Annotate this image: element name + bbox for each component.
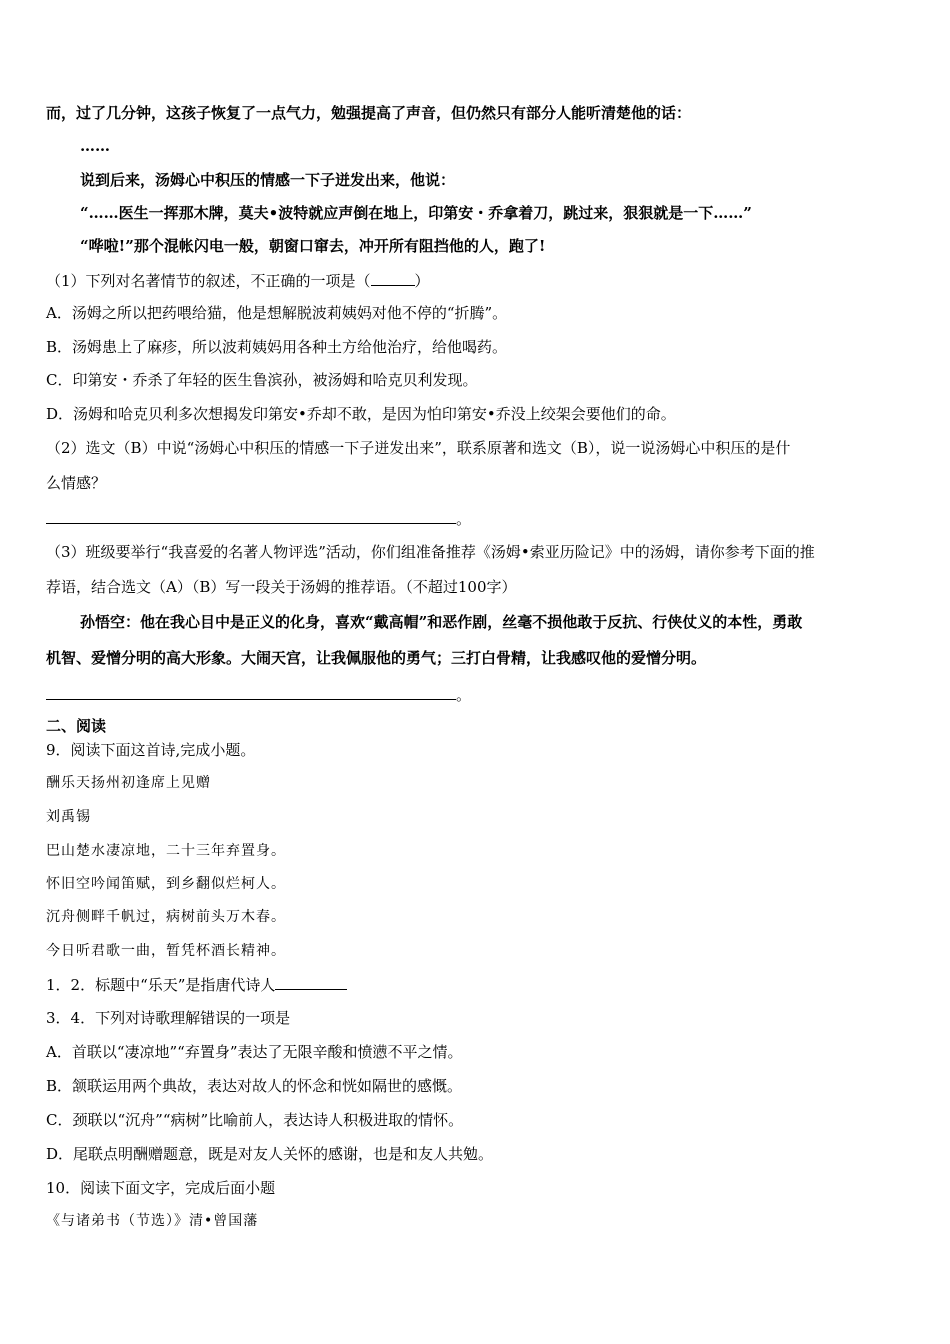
q3-line-2: 荐语，结合选文（A）（B）写一段关于汤姆的推荐语。（不超过100字） xyxy=(46,578,517,596)
sub-question-2: 3．4．下列对诗歌理解错误的一项是 xyxy=(46,1009,291,1027)
q3-sample-2: 机智、爱憎分明的高大形象。大闹天宫，让我佩服他的勇气；三打白骨精，让我感叹他的爱憎分明。 xyxy=(46,649,707,667)
passage-line-2: 说到后来，汤姆心中积压的情感一下子迸发出来，他说： xyxy=(80,171,456,189)
q9-intro: 9．阅读下面这首诗,完成小题。 xyxy=(46,741,256,759)
q3-sample-1: 孙悟空：他在我心目中是正义的化身，喜欢“戴高帽”和恶作剧，丝毫不损他敢于反抗、行侠仗义的本性，勇敢 xyxy=(80,613,803,631)
q1-option-c: C．印第安・乔杀了年轻的医生鲁滨孙，被汤姆和哈克贝利发现。 xyxy=(46,371,478,389)
sub-question-1-text: 1．2．标题中“乐天”是指唐代诗人 xyxy=(46,976,276,994)
q3-line-1: （3）班级要举行“我喜爱的名著人物评选”活动，你们组准备推荐《汤姆•索亚历险记》中的汤姆，请你参考下面的推 xyxy=(46,543,815,561)
q1-answer-blank[interactable] xyxy=(371,270,415,286)
q1-stem xyxy=(46,270,430,291)
q3-answer-end: 。 xyxy=(456,686,472,704)
q1-option-b: B．汤姆患上了麻疹，所以波莉姨妈用各种土方给他治疗，给他喝药。 xyxy=(46,338,508,356)
poem-line-3: 沉舟侧畔千帆过，病树前头万木春。 xyxy=(46,909,286,925)
poem-line-1: 巴山楚水凄凉地，二十三年弃置身。 xyxy=(46,843,286,859)
q2-answer-line[interactable] xyxy=(46,508,471,529)
poem-option-d: D．尾联点明酬赠题意，既是对友人关怀的感谢，也是和友人共勉。 xyxy=(46,1145,494,1163)
poem-option-b: B．颔联运用两个典故，表达对故人的怀念和恍如隔世的感慨。 xyxy=(46,1077,463,1095)
poem-option-a: A．首联以“凄凉地”“弃置身”表达了无限辛酸和愤懑不平之情。 xyxy=(46,1043,463,1061)
poem-line-2: 怀旧空吟闻笛赋，到乡翻似烂柯人。 xyxy=(46,876,286,892)
q1-option-a: A．汤姆之所以把药喂给猫，他是想解脱波莉姨妈对他不停的“折腾”。 xyxy=(46,304,508,322)
q10-title: 《与诸弟书（节选）》清•曾国藩 xyxy=(46,1213,259,1229)
section-heading: 二、阅读 xyxy=(46,717,107,735)
q1-option-d: D．汤姆和哈克贝利多次想揭发印第安•乔却不敢，是因为怕印第安•乔没上绞架会要他们的命。 xyxy=(46,405,676,423)
poem-option-c: C．颈联以“沉舟”“病树”比喻前人，表达诗人积极进取的情怀。 xyxy=(46,1111,464,1129)
poem-line-4: 今日听君歌一曲，暂凭杯酒长精神。 xyxy=(46,943,286,959)
q2-answer-end: 。 xyxy=(456,510,472,528)
q10-intro: 10．阅读下面文字，完成后面小题 xyxy=(46,1179,276,1197)
sub-question-1-blank[interactable] xyxy=(275,974,347,990)
q1-stem-end: ） xyxy=(414,272,430,290)
poet-name: 刘禹锡 xyxy=(46,809,91,825)
passage-line-4: “哗啦!”那个混帐闪电一般，朝窗口窜去，冲开所有阻挡他的人，跑了! xyxy=(80,237,546,255)
passage-line-3: “……医生一挥那木牌，莫夫•波特就应声倒在地上，印第安・乔拿着刀，跳过来，狠狠就是一下……” xyxy=(80,204,752,222)
passage-line-1: 而，过了几分钟，这孩子恢复了一点气力，勉强提高了声音，但仍然只有部分人能听清楚他的话： xyxy=(46,104,692,122)
q2-line-1: （2）选文（B）中说“汤姆心中积压的情感一下子迸发出来”，联系原著和选文（B），说一说汤姆心中积压的是什 xyxy=(46,439,791,457)
passage-ellipsis: …… xyxy=(80,137,110,155)
sub-question-1 xyxy=(46,974,347,995)
q1-stem-text: （1）下列对名著情节的叙述，不正确的一项是（ xyxy=(46,272,371,290)
q3-answer-line[interactable] xyxy=(46,684,471,705)
poem-title: 酬乐天扬州初逢席上见赠 xyxy=(46,775,211,791)
q2-line-2: 么情感？ xyxy=(46,474,107,492)
